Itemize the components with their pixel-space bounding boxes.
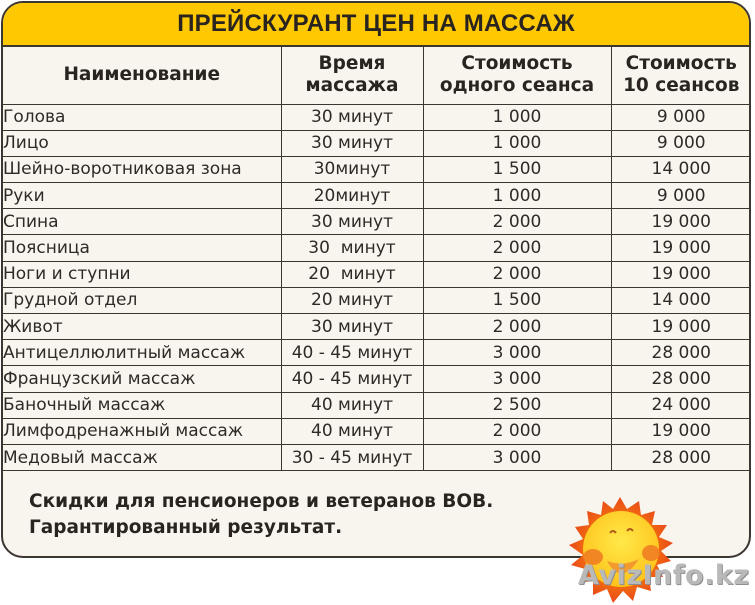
guarantee-note: Гарантированный результат. <box>29 517 343 538</box>
column-header-price-10: Стоимость 10 сеансов <box>611 47 751 104</box>
table-row: Спина 30 минут 2 000 19 000 <box>3 209 751 235</box>
column-header-name: Наименование <box>3 47 281 104</box>
discount-note: Скидки для пенсионеров и ветеранов ВОВ. <box>29 491 494 512</box>
table-row: Антицеллюлитный массаж 40 - 45 минут 3 000 28 000 <box>3 340 751 366</box>
table-row: Лимфодренажный массаж 40 минут 2 000 19 000 <box>3 418 751 444</box>
price-list-card <box>1 1 751 558</box>
column-header-duration: Время массажа <box>281 47 423 104</box>
table-row: Ноги и ступни 20 минут 2 000 19 000 <box>3 261 751 287</box>
table-row: Поясница 30 минут 2 000 19 000 <box>3 235 751 261</box>
table-row: Голова 30 минут 1 000 9 000 <box>3 104 751 130</box>
watermark-text: AvizInfo.kz <box>578 560 750 591</box>
column-header-price-single: Стоимость одного сеанса <box>423 47 611 104</box>
footer-note <box>29 489 493 541</box>
title-band <box>3 3 749 47</box>
table-row: Шейно-воротниковая зона 30минут 1 500 14 000 <box>3 156 751 182</box>
table-row: Баночный массаж 40 минут 2 500 24 000 <box>3 392 751 418</box>
price-table <box>3 47 751 471</box>
table-row: Грудной отдел 20 минут 1 500 14 000 <box>3 287 751 313</box>
table-row: Живот 30 минут 2 000 19 000 <box>3 314 751 340</box>
table-row: Лицо 30 минут 1 000 9 000 <box>3 130 751 156</box>
page-title: ПРЕЙСКУРАНТ ЦЕН НА МАССАЖ <box>177 10 575 37</box>
table-row: Медовый массаж 30 - 45 минут 3 000 28 000 <box>3 444 751 470</box>
table-row: Французский массаж 40 - 45 минут 3 000 28 000 <box>3 366 751 392</box>
table-header-row <box>3 47 751 104</box>
table-row: Руки 20минут 1 000 9 000 <box>3 183 751 209</box>
